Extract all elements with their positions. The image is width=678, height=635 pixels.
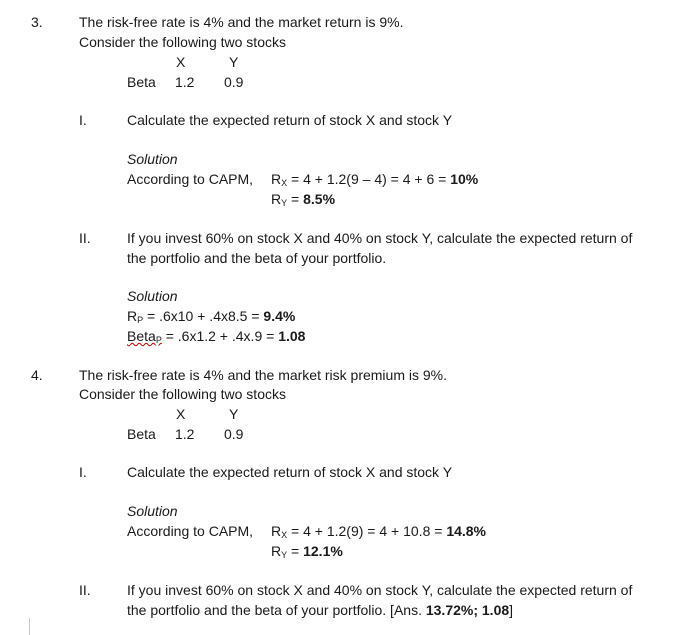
q4-intro-line2: Consider the following two stocks (79, 386, 286, 402)
q3-part1-rx-formula: RX = 4 + 1.2(9 – 4) = 4 + 6 = 10% (271, 171, 479, 188)
q3-part1-question: Calculate the expected return of stock X and stock Y (127, 112, 453, 128)
q4-table-head-x: X (176, 406, 186, 422)
q4-table-head-y: Y (229, 406, 239, 422)
q4-part1-rx-formula: RX = 4 + 1.2(9) = 4 + 10.8 = 14.8% (271, 523, 487, 540)
q3-intro-line1: The risk-free rate is 4% and the market return is 9%. (79, 14, 404, 30)
q4-part2-question-line2: the portfolio and the beta of your portfolio. [Ans. 13.72%; 1.08] (127, 602, 514, 618)
q3-part2-solution-label: Solution (127, 288, 178, 304)
q4-beta-y: 0.9 (224, 426, 244, 442)
q3-part1-ry-formula: RY = 8.5% (271, 191, 336, 208)
q3-part1-roman: I. (79, 112, 87, 128)
q4-part1-solution-label: Solution (127, 503, 178, 519)
q4-beta-label: Beta (127, 426, 156, 442)
q3-part2-betap-formula: BetaP = .6x1.2 + .4x.9 = 1.08 (127, 328, 306, 345)
q3-beta-x: 1.2 (175, 74, 195, 90)
q3-rx-result: 10% (450, 171, 479, 187)
q3-intro-line2: Consider the following two stocks (79, 34, 286, 50)
q4-part1-question: Calculate the expected return of stock X and stock Y (127, 464, 453, 480)
q3-part1-capm-prefix: According to CAPM, (127, 171, 254, 187)
q4-part1-capm-prefix: According to CAPM, (127, 523, 254, 539)
q4-rx-result: 14.8% (446, 523, 487, 539)
q3-beta-y: 0.9 (224, 74, 244, 90)
q4-part2-question-line1: If you invest 60% on stock X and 40% on stock Y, calculate the expected return of (127, 582, 633, 598)
q4-answer: 13.72%; 1.08 (425, 602, 510, 618)
q3-part2-roman: II. (79, 230, 91, 246)
q4-intro-line1: The risk-free rate is 4% and the market risk premium is 9%. (79, 367, 448, 383)
q3-table-head-y: Y (229, 54, 239, 70)
q3-part2-rp-formula: RP = .6x10 + .4x8.5 = 9.4% (127, 308, 296, 325)
q4-part1-ry-formula: RY = 12.1% (271, 543, 343, 560)
q4-number: 4. (31, 367, 43, 383)
q3-ry-result: 8.5% (303, 191, 336, 207)
q4-beta-x: 1.2 (175, 426, 195, 442)
q3-number: 3. (31, 14, 43, 30)
q3-part2-question-line2: the portfolio and the beta of your portfolio. (127, 250, 387, 266)
q4-part1-roman: I. (79, 464, 87, 480)
q3-part1-solution-label: Solution (127, 151, 178, 167)
q4-part2-roman: II. (79, 582, 91, 598)
q3-betap-result: 1.08 (278, 328, 306, 344)
q3-beta-label: Beta (127, 74, 156, 90)
q4-ry-result: 12.1% (303, 543, 343, 559)
q3-part2-question-line1: If you invest 60% on stock X and 40% on stock Y, calculate the expected return of (127, 230, 633, 246)
left-margin-line (29, 618, 30, 635)
q3-table-head-x: X (176, 54, 186, 70)
q3-rp-result: 9.4% (263, 308, 296, 324)
